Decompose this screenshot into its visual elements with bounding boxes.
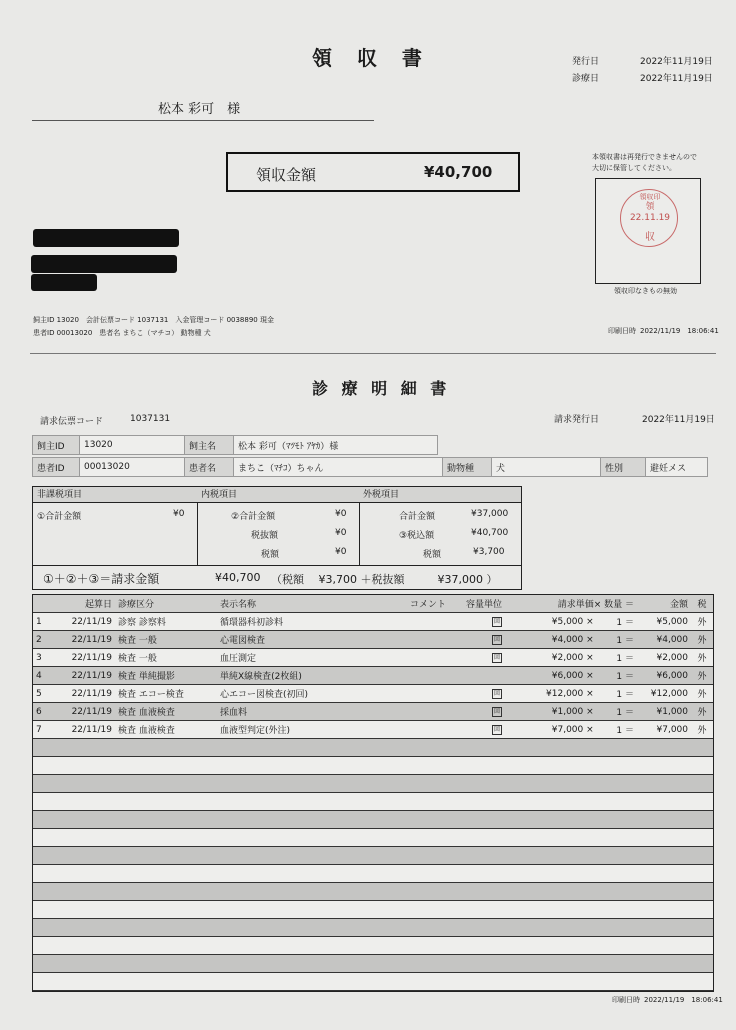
stamp-top-label: 領収印 [639,193,661,201]
patient-id-label: 患者ID [33,458,80,477]
empty-row [33,811,713,829]
patient-name: まちこ（ﾏﾁｺ）ちゃん [234,458,443,477]
owner-info-table [32,435,438,455]
unit-box: 回 [493,636,500,643]
item-tax: 外 [691,649,713,667]
item-amount: ¥1,000 [637,703,691,721]
empty-row [33,847,713,865]
empty-row [33,775,713,793]
empty-row [33,865,713,883]
item-qty: 1 ＝ [597,649,637,667]
items-header-row [33,595,713,613]
item-category: 検査 血液検査 [115,721,217,739]
item-amount: ¥5,000 [637,613,691,631]
col-price-qty: 請求単価× 数量 ＝ [505,595,637,613]
intax-total-label: ②合計金額 [231,512,276,522]
owner-id-label: 飼主ID [33,436,80,455]
patient-name-label: 患者名 [185,458,234,477]
item-tax: 外 [691,631,713,649]
item-qty: 1 ＝ [597,721,637,739]
item-unit [449,721,505,739]
tax-summary-box [32,486,522,590]
item-no: 5 [33,685,57,703]
item-date: 22/11/19 [57,685,115,703]
item-row [33,613,713,631]
statement-title: 診 療 明 細 書 [312,379,451,398]
item-name: 心エコー図検査(初回) [217,685,343,703]
item-unit [449,649,505,667]
outtax-header: 外税項目 [359,487,521,503]
print-datetime-bottom: 2022/11/19 18:06:41 [644,996,723,1004]
stamp-char-bottom: 収 [645,232,655,243]
amount-box [226,152,520,192]
item-comment [343,613,449,631]
patient-id: 00013020 [80,458,185,477]
item-unit [449,685,505,703]
item-no: 2 [33,631,57,649]
item-comment [343,631,449,649]
item-row [33,721,713,739]
outtax-incl-label: ③税込額 [399,531,435,541]
empty-row [33,883,713,901]
item-name: 血圧測定 [217,649,343,667]
item-no: 7 [33,721,57,739]
item-unit [449,613,505,631]
col-name: 表示名称 [217,595,343,613]
empty-row [33,793,713,811]
stamp-box [595,178,701,284]
patient-info-table [32,457,708,477]
intax-header: 内税項目 [197,487,359,503]
issue-date: 2022年11月19日 [640,57,713,67]
item-name: 循環器科初診料 [217,613,343,631]
empty-row [33,829,713,847]
unit-box: 回 [493,618,500,625]
item-category: 検査 血液検査 [115,703,217,721]
outtax-total: ¥37,000 [471,509,509,519]
issue-date-label: 発行日 [572,57,600,67]
item-comment [343,685,449,703]
unit-box: 回 [493,708,500,715]
nontax-total-label: ①合計金額 [37,512,82,522]
stamp-date: 22.11.19 [629,213,671,223]
item-category: 検査 一般 [115,631,217,649]
item-comment [343,667,449,685]
item-row [33,649,713,667]
empty-row [33,739,713,757]
code-label: 請求伝票コード [40,417,104,427]
outtax-panel [359,487,521,565]
outtax-tax: ¥3,700 [473,547,505,557]
intax-tax-label: 税額 [261,550,280,560]
print-datetime-top: 2022/11/19 18:06:41 [640,327,719,335]
item-amount: ¥2,000 [637,649,691,667]
item-date: 22/11/19 [57,631,115,649]
item-date: 22/11/19 [57,649,115,667]
item-category: 検査 一般 [115,649,217,667]
col-date: 起算日 [57,595,115,613]
notice-line-2: 大切に保管してください。 [592,164,676,172]
item-amount: ¥4,000 [637,631,691,649]
outtax-incl: ¥40,700 [471,528,509,538]
redaction-bar-3 [31,274,97,291]
treatment-date-label: 診療日 [572,74,600,84]
item-comment [343,649,449,667]
recipient-underline [32,120,374,121]
code-value: 1037131 [130,414,171,424]
owner-id: 13020 [80,436,185,455]
species: 犬 [492,458,601,477]
recipient-name: 松本 彩可 様 [158,102,241,117]
item-name: 血液型判定(外注) [217,721,343,739]
item-category: 検査 単純撮影 [115,667,217,685]
item-unit [449,667,505,685]
col-comment: コメント [343,595,449,613]
outtax-tax-label: 税額 [423,550,442,560]
formula-tax: （税額 ¥3,700 ＋税抜額 ¥37,000 ） [271,573,498,586]
statement-issue-label: 請求発行日 [554,415,600,425]
empty-row [33,757,713,775]
nontax-total: ¥0 [173,509,185,519]
item-qty: 1 ＝ [597,685,637,703]
formula-label: ①＋②＋③＝請求金額 [43,572,160,586]
receipt-stamp [620,189,678,247]
item-qty: 1 ＝ [597,631,637,649]
section-divider [30,353,716,354]
item-name: 採血料 [217,703,343,721]
sex: 避妊メス [646,458,708,477]
item-comment [343,721,449,739]
owner-name: 松本 彩可（ﾏﾂﾓﾄ ｱﾔｶ）様 [234,436,438,455]
item-name: 単純X線検査(2枚組) [217,667,343,685]
empty-row [33,973,713,991]
items-table [33,595,713,991]
item-no: 4 [33,667,57,685]
unit-box: 回 [493,690,500,697]
item-price: ¥4,000 × [505,631,597,649]
notice-line-1: 本領収書は再発行できませんので [592,153,697,161]
item-price: ¥12,000 × [505,685,597,703]
item-no: 6 [33,703,57,721]
col-tax: 税 [691,595,713,613]
item-tax: 外 [691,613,713,631]
item-no: 1 [33,613,57,631]
redaction-bar-2 [31,255,177,273]
summary-divider [33,565,521,566]
sex-label: 性別 [601,458,646,477]
receipt-title: 領 収 書 [312,46,431,70]
item-price: ¥1,000 × [505,703,597,721]
item-qty: 1 ＝ [597,667,637,685]
species-label: 動物種 [443,458,492,477]
ids-line: 飼主ID 13020 会計伝票コード 1037131 入金管理コード 0038890 現金 [33,316,274,324]
print-label-bottom: 印刷日時 [612,996,640,1004]
item-price: ¥7,000 × [505,721,597,739]
item-price: ¥6,000 × [505,667,597,685]
item-amount: ¥12,000 [637,685,691,703]
amount-value: ¥40,700 [424,163,493,181]
item-row [33,631,713,649]
statement-issue-date: 2022年11月19日 [642,415,715,425]
intax-excl: ¥0 [335,528,347,538]
item-tax: 外 [691,667,713,685]
item-date: 22/11/19 [57,613,115,631]
col-amount: 金額 [637,595,691,613]
item-category: 検査 エコー検査 [115,685,217,703]
items-table-frame [32,594,714,992]
item-amount: ¥6,000 [637,667,691,685]
empty-row [33,901,713,919]
item-row [33,703,713,721]
col-category: 診療区分 [115,595,217,613]
print-label-top: 印刷日時 [608,327,636,335]
item-qty: 1 ＝ [597,613,637,631]
empty-row [33,955,713,973]
item-amount: ¥7,000 [637,721,691,739]
col-unit: 容量単位 [449,595,505,613]
amount-label: 領収金額 [256,166,317,184]
intax-total: ¥0 [335,509,347,519]
intax-panel [197,487,360,565]
redaction-bar-1 [33,229,179,247]
intax-excl-label: 税抜額 [251,531,279,541]
stamp-char-top: 領 [645,202,655,212]
treatment-date: 2022年11月19日 [640,74,713,84]
item-date: 22/11/19 [57,667,115,685]
empty-row [33,937,713,955]
item-date: 22/11/19 [57,721,115,739]
item-price: ¥5,000 × [505,613,597,631]
item-row [33,685,713,703]
item-qty: 1 ＝ [597,703,637,721]
item-category: 診察 診察料 [115,613,217,631]
item-name: 心電図検査 [217,631,343,649]
formula-amount: ¥40,700 [215,571,261,584]
owner-name-label: 飼主名 [185,436,234,455]
unit-box: 回 [493,654,500,661]
item-date: 22/11/19 [57,703,115,721]
patient-line: 患者ID 00013020 患者名 まちこ（マチコ） 動物種 犬 [33,329,211,337]
stamp-note: 領収印なきもの無効 [614,287,677,295]
intax-tax: ¥0 [335,547,347,557]
empty-row [33,919,713,937]
item-unit [449,703,505,721]
item-unit [449,631,505,649]
unit-box: 回 [493,726,500,733]
outtax-total-label: 合計金額 [399,512,436,522]
item-price: ¥2,000 × [505,649,597,667]
item-comment [343,703,449,721]
nontax-header: 非課税項目 [33,487,197,503]
item-tax: 外 [691,685,713,703]
nontax-panel [33,487,198,565]
item-tax: 外 [691,721,713,739]
item-no: 3 [33,649,57,667]
item-row [33,667,713,685]
item-tax: 外 [691,703,713,721]
